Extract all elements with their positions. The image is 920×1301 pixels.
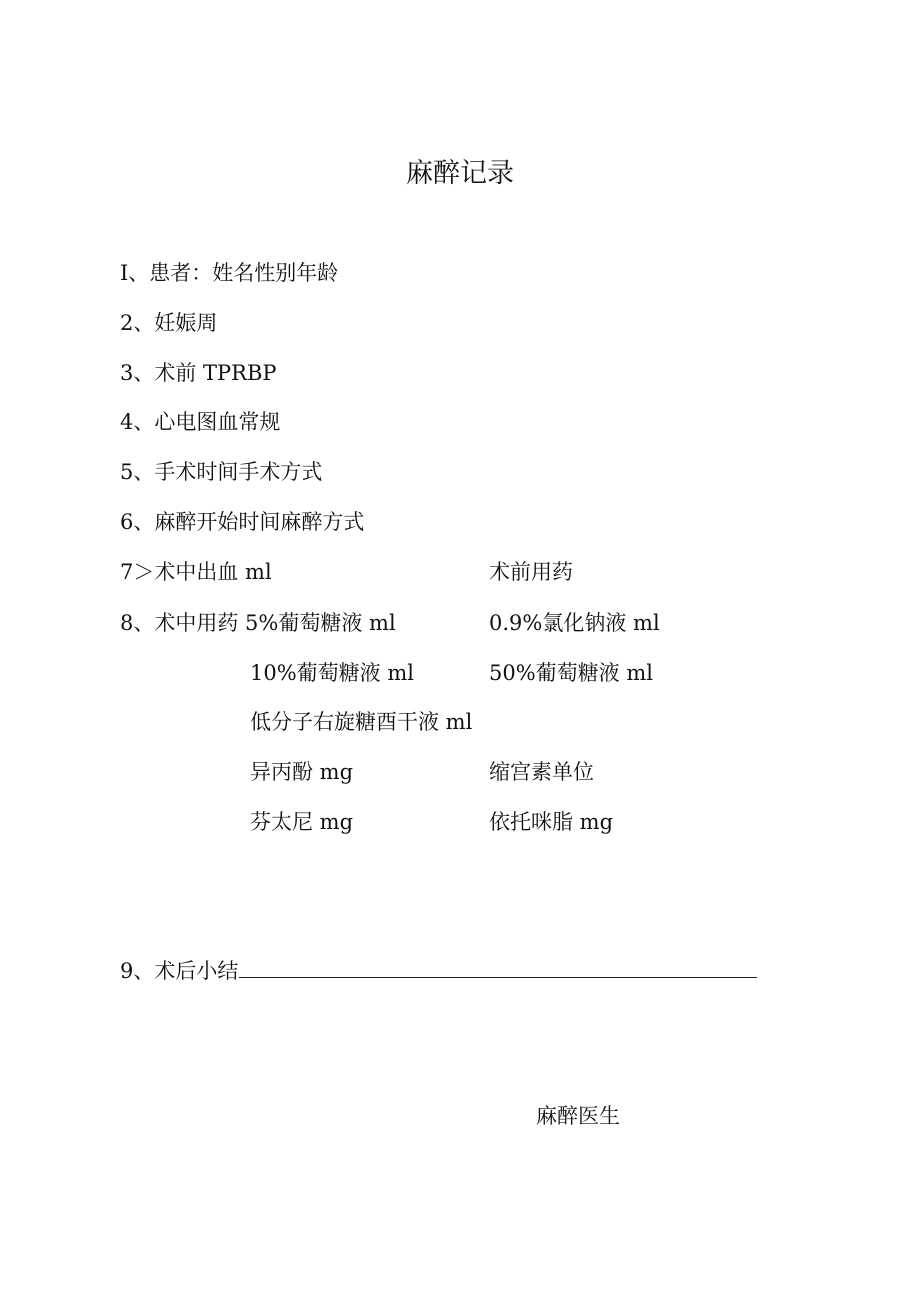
fentanyl-item: 芬太尼 mg — [250, 810, 354, 834]
anesthesia-start-line: 6、麻醉开始时间麻醉方式 — [120, 510, 365, 534]
patient-info-line: I、患者：姓名性别年龄 — [120, 261, 339, 285]
postop-summary-line — [120, 957, 757, 984]
postop-summary-blank[interactable] — [239, 957, 757, 978]
propofol-item: 异丙酚 mg — [250, 760, 354, 784]
surgery-time-line: 5、手术时间手术方式 — [120, 460, 323, 484]
dextran-item: 低分子右旋糖酉干液 ml — [250, 710, 473, 734]
intraop-bleeding-line: 7＞术中出血 ml — [120, 560, 272, 584]
intraop-medication-line: 8、术中用药 5%葡萄糖液 ml — [120, 611, 396, 635]
etomidate-item: 依托咪脂 mg — [489, 810, 614, 834]
pregnancy-weeks-line: 2、妊娠周 — [120, 311, 218, 335]
ecg-blood-line: 4、心电图血常规 — [120, 410, 281, 434]
glucose-50-item: 50%葡萄糖液 ml — [489, 661, 653, 685]
saline-item: 0.9%氯化钠液 ml — [489, 611, 660, 635]
preop-medication-label: 术前用药 — [489, 560, 573, 584]
glucose-10-item: 10%葡萄糖液 ml — [250, 661, 414, 685]
preop-vitals-line: 3、术前 TPRBP — [120, 361, 277, 385]
document-title: 麻醉记录 — [406, 158, 514, 189]
oxytocin-item: 缩宫素单位 — [489, 760, 594, 784]
anesthesiologist-signature-label: 麻醉医生 — [536, 1104, 620, 1128]
postop-summary-label: 9、术后小结 — [120, 959, 239, 983]
